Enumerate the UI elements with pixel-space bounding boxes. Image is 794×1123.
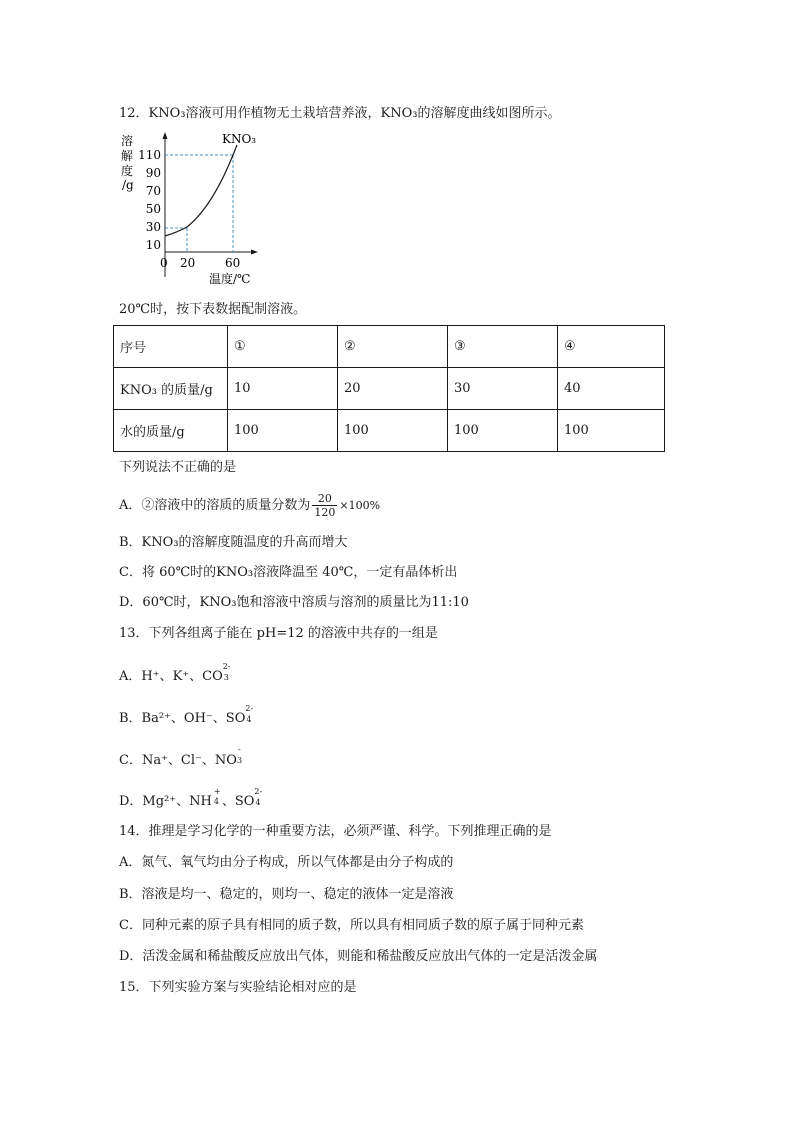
- ion-sup: 2-: [222, 662, 231, 671]
- ion-sub: 4: [246, 715, 252, 724]
- option-a-text: A．②溶液中的溶质的质量分数为: [119, 498, 311, 513]
- table-cell: ②: [338, 326, 448, 368]
- ion-sup: 2-: [254, 787, 263, 796]
- chart-xtick: 60: [225, 256, 241, 270]
- preparation-table: [113, 325, 665, 452]
- q13-option-d: [119, 789, 262, 810]
- table-row: [114, 410, 665, 452]
- q14-option-c: C．同种元素的原子具有相同的质子数，所以具有相同质子数的原子属于同种元素: [119, 918, 584, 933]
- chart-ytick: 70: [145, 184, 161, 198]
- q14-stem: 14．推理是学习化学的一种重要方法，必须严谨、科学。下列推理正确的是: [119, 824, 552, 839]
- q12-option-c: C．将 60℃时的KNO₃溶液降温至 40℃，一定有晶体析出: [119, 565, 458, 580]
- table-cell: ③: [448, 326, 558, 368]
- table-header-row: [114, 326, 665, 368]
- q12-lead: 20℃时，按下表数据配制溶液。: [119, 302, 307, 317]
- fraction: [312, 492, 337, 519]
- chart-ytick: 10: [145, 238, 161, 252]
- q14-option-d: D．活泼金属和稀盐酸反应放出气体，则能和稀盐酸反应放出气体的一定是活泼金属: [119, 949, 598, 964]
- chart-xlabel: 温度/℃: [209, 272, 251, 286]
- chart-ytick: 50: [145, 202, 161, 216]
- chart-ylabel-2: 解: [121, 149, 134, 163]
- chart-ytick: 90: [145, 166, 161, 180]
- table-cell: 100: [558, 410, 665, 452]
- option-text: 、SO: [221, 794, 255, 809]
- ion-sub: 3: [236, 756, 243, 765]
- ion-charge: [212, 789, 222, 805]
- chart-ylabel-3: 度: [121, 164, 134, 178]
- table-cell: 100: [448, 410, 558, 452]
- ion-charge: [245, 706, 253, 722]
- q14-option-a: A．氮气、氧气均由分子构成，所以气体都是由分子构成的: [119, 855, 454, 870]
- q12-question: 下列说法不正确的是: [119, 460, 237, 475]
- curve-label-kno3: KNO₃: [222, 132, 257, 146]
- table-cell: ④: [558, 326, 665, 368]
- option-text: D．Mg²⁺、NH: [119, 794, 212, 809]
- table-cell: 30: [448, 368, 558, 410]
- ion-sub: 4: [255, 798, 261, 807]
- fraction-numerator: 20: [312, 492, 337, 506]
- table-cell: ①: [228, 326, 338, 368]
- option-text: B．Ba²⁺、OH⁻、SO: [119, 711, 246, 726]
- ion-charge: [254, 789, 262, 805]
- solubility-chart: [112, 132, 272, 287]
- ion-charge: [223, 664, 231, 680]
- table-cell: 20: [338, 368, 448, 410]
- q15-stem: 15．下列实验方案与实验结论相对应的是: [119, 980, 357, 995]
- q14-option-b: B．溶液是均一、稳定的，则均一、稳定的液体一定是溶液: [119, 887, 454, 902]
- table-row: [114, 368, 665, 410]
- q13-option-a: [119, 664, 231, 685]
- kno3-solubility-curve: [165, 145, 237, 236]
- q13-option-b: [119, 706, 253, 727]
- q12-option-d: D．60℃时，KNO₃饱和溶液中溶质与溶剂的质量比为11:10: [119, 595, 469, 610]
- q12-stem: 12．KNO₃溶液可用作植物无土栽培营养液，KNO₃的溶解度曲线如图所示。: [119, 106, 561, 121]
- q13-stem: 13．下列各组离子能在 pH=12 的溶液中共存的一组是: [119, 626, 438, 641]
- ion-sup: +: [213, 787, 221, 796]
- table-cell: 100: [228, 410, 338, 452]
- chart-xtick: 20: [180, 256, 196, 270]
- ion-sup: 2-: [245, 704, 254, 713]
- fraction-denominator: 120: [314, 506, 336, 519]
- table-cell: 10: [228, 368, 338, 410]
- chart-xtick: 0: [160, 256, 168, 270]
- option-a-suffix: ×100%: [339, 499, 381, 512]
- ion-sub: 3: [223, 673, 229, 682]
- q12-option-b: B．KNO₃的溶解度随温度的升高而增大: [119, 535, 348, 550]
- table-cell: 40: [558, 368, 665, 410]
- chart-ylabel-4: /g: [122, 178, 134, 192]
- q13-option-c: [119, 745, 245, 769]
- table-cell: 100: [338, 410, 448, 452]
- table-cell: KNO₃ 的质量/g: [114, 368, 228, 410]
- table-cell: 序号: [114, 326, 228, 368]
- ion-sup: -: [237, 745, 241, 754]
- q12-option-a: [119, 492, 380, 519]
- option-text: A．H⁺、K⁺、CO: [119, 669, 223, 684]
- option-text: C．Na⁺、Cl⁻、NO: [119, 753, 237, 768]
- chart-ylabel-1: 溶: [121, 134, 134, 148]
- table-cell: 水的质量/g: [114, 410, 228, 452]
- ion-sub: 4: [213, 797, 219, 806]
- chart-ytick: 110: [138, 148, 161, 162]
- chart-ytick: 30: [145, 220, 161, 234]
- ion-charge: [236, 745, 245, 765]
